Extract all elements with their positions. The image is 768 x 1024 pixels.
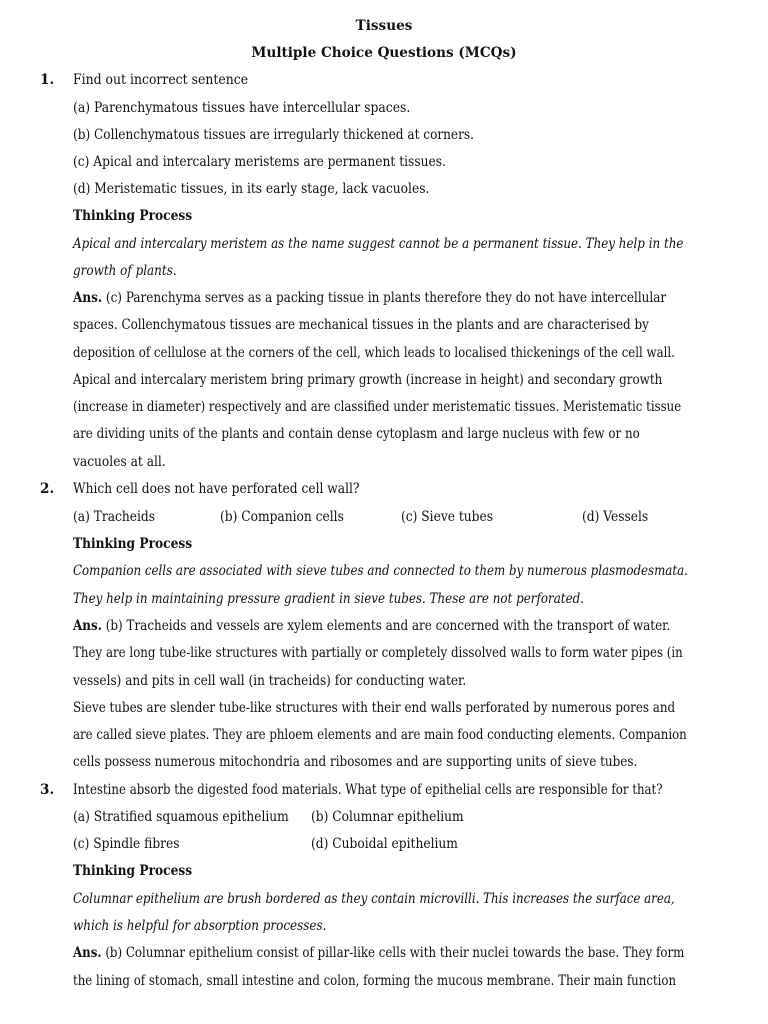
question-1-option-d: (d) Meristematic tissues, in its early stage, lack vacuoles. [73, 181, 430, 197]
answer-text: Apical and intercalary meristem bring primary growth (increase in height) and secondary growth [73, 372, 663, 388]
question-3-text: Intestine absorb the digested food materials. What type of epithelial cells are responsible for that? [73, 782, 663, 798]
question-2-option-a: (a) Tracheids [73, 509, 156, 525]
question-number-1: 1. [40, 72, 55, 88]
thinking-process-text: growth of plants. [73, 263, 177, 279]
answer-text: (b) Columnar epithelium consist of pillar-like cells with their nuclei towards the base. They form [101, 945, 685, 961]
answer-line [73, 613, 670, 640]
thinking-process-text: Companion cells are associated with sieve tubes and connected to them by numerous plasmodesmata. [73, 563, 688, 579]
answer-text: (increase in diameter) respectively and are classified under meristematic tissues. Meristematic tissue [73, 399, 682, 415]
answer-text: spaces. Collenchymatous tissues are mechanical tissues in the plants and are characterised by [73, 317, 649, 333]
document-title: Tissues [355, 18, 413, 34]
answer-text: vacuoles at all. [73, 454, 166, 470]
question-3-option-d: (d) Cuboidal epithelium [311, 836, 458, 852]
question-3-option-a: (a) Stratified squamous epithelium [73, 809, 289, 825]
answer-line [73, 285, 666, 312]
answer-text: the lining of stomach, small intestine and colon, forming the mucous membrane. Their main function [73, 973, 677, 989]
thinking-process-heading: Thinking Process [73, 863, 193, 879]
thinking-process-text: They help in maintaining pressure gradient in sieve tubes. These are not perforated. [73, 591, 585, 607]
thinking-process-text: Apical and intercalary meristem as the name suggest cannot be a permanent tissue. They help in the [73, 236, 684, 252]
question-3-option-c: (c) Spindle fibres [73, 836, 180, 852]
answer-text: cells possess numerous mitochondria and ribosomes and are supporting units of sieve tubes. [73, 754, 638, 770]
answer-label: Ans. [73, 618, 102, 634]
thinking-process-heading: Thinking Process [73, 208, 193, 224]
answer-text: are called sieve plates. They are phloem elements and are main food conducting elements. Companion [73, 727, 687, 743]
document-subtitle: Multiple Choice Questions (MCQs) [251, 45, 517, 61]
question-1-text: Find out incorrect sentence [73, 72, 249, 88]
answer-text: (c) Parenchyma serves as a packing tissue in plants therefore they do not have intercellular [102, 290, 667, 306]
question-1-option-a: (a) Parenchymatous tissues have intercellular spaces. [73, 100, 411, 116]
question-3-option-b: (b) Columnar epithelium [311, 809, 464, 825]
answer-text: deposition of cellulose at the corners of the cell, which leads to localised thickenings of the cell wall. [73, 345, 675, 361]
question-2-option-d: (d) Vessels [582, 509, 649, 525]
question-number-2: 2. [40, 481, 55, 497]
answer-label: Ans. [73, 945, 102, 961]
answer-text: They are long tube-like structures with partially or completely dissolved walls to form water pipes (in [73, 645, 683, 661]
question-2-text: Which cell does not have perforated cell wall? [73, 481, 360, 497]
thinking-process-heading: Thinking Process [73, 536, 193, 552]
thinking-process-text: Columnar epithelium are brush bordered as they contain microvilli. This increases the surface area, [73, 891, 675, 907]
question-2-option-c: (c) Sieve tubes [401, 509, 494, 525]
answer-line [73, 940, 684, 967]
thinking-process-text: which is helpful for absorption processes. [73, 918, 327, 934]
answer-text: Sieve tubes are slender tube-like structures with their end walls perforated by numerous pores and [73, 700, 676, 716]
answer-text: (b) Tracheids and vessels are xylem elements and are concerned with the transport of water. [101, 618, 671, 634]
question-2-option-b: (b) Companion cells [220, 509, 344, 525]
question-number-3: 3. [40, 782, 55, 798]
answer-label: Ans. [73, 290, 103, 306]
question-1-option-c: (c) Apical and intercalary meristems are permanent tissues. [73, 154, 446, 170]
answer-text: are dividing units of the plants and contain dense cytoplasm and large nucleus with few or no [73, 426, 640, 442]
question-1-option-b: (b) Collenchymatous tissues are irregularly thickened at corners. [73, 127, 474, 143]
answer-text: vessels) and pits in cell wall (in tracheids) for conducting water. [73, 673, 467, 689]
